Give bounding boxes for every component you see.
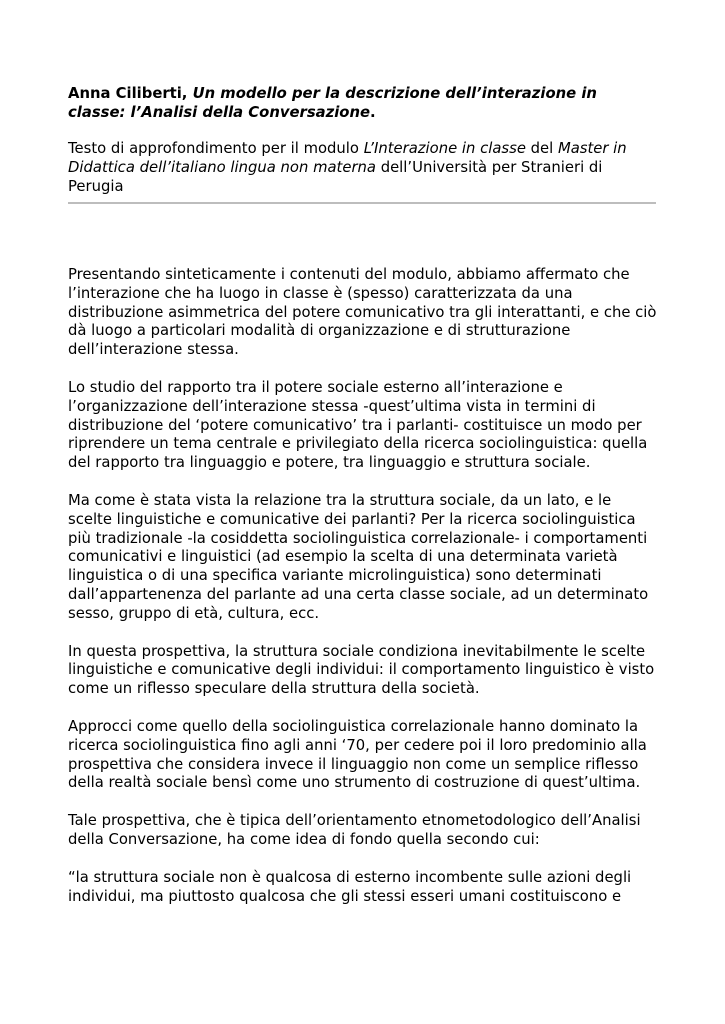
paragraph: Ma come è stata vista la relazione tra la struttura sociale, da un lato, e le scelte linguistiche e comunicative dei parlanti? Per la ricerca sociolinguistica più tradizionale -la cosiddetta sociolinguistica correlazionale- i comportamenti comunicativi e linguistici (ad esempio la scelta di una determinata varietà linguistica o di una specifica variante microlinguistica) sono determinati dall’appartenenza del parlante ad una certa classe sociale, ad un determinato sesso, gruppo di età, cultura, ecc. xyxy=(68,491,649,622)
paragraph: Lo studio del rapporto tra il potere sociale esterno all’interazione e l’organizzazione dell’interazione stessa -quest’ultima vista in termini di distribuzione del ‘potere comunicativo’ tra i parlanti- costituisce un modo per riprendere un tema centrale e privilegiato della ricerca sociolinguistica: quella del rapporto tra linguaggio e potere, tra linguaggio e struttura sociale. xyxy=(68,378,648,472)
paragraph: In questa prospettiva, la struttura sociale condiziona inevitabilmente le scelte linguistiche e comunicative degli individui: il comportamento linguistico è visto come un riflesso speculare della struttura della società. xyxy=(68,642,655,698)
document-subtitle xyxy=(68,139,658,196)
paragraph: Tale prospettiva, che è tipica dell’orientamento etnometodologico dell’Analisi della Conversazione, ha come idea di fondo quella secondo cui: xyxy=(68,812,641,848)
document-title xyxy=(68,84,658,122)
quote-paragraph: “la struttura sociale non è qualcosa di esterno incombente sulle azioni degli individui, ma piuttosto qualcosa che gli stessi esseri umani costituiscono e xyxy=(68,868,632,905)
work-title: Un modello per la descrizione dell’interazione in classe: l’Analisi della Conversazione xyxy=(68,85,597,121)
master-name: Master in Didattica dell’italiano lingua non materna xyxy=(68,140,627,176)
document-page xyxy=(68,84,658,925)
document-body xyxy=(68,266,658,906)
paragraph: Approcci come quello della sociolinguistica correlazionale hanno dominato la ricerca sociolinguistica fino agli anni ‘70, per cedere poi il loro predominio alla prospettiva che considera invece il linguaggio non come un semplice riflesso della realtà sociale bensì come uno strumento di costruzione di quest’ultima. xyxy=(68,717,647,792)
subtitle-text-2: del xyxy=(525,140,558,157)
subtitle-text-3: dell’Università per Stranieri di Perugia xyxy=(68,159,603,195)
title-period: . xyxy=(370,104,376,121)
paragraph: Presentando sinteticamente i contenuti del modulo, abbiamo affermato che l’interazione che ha luogo in classe è (spesso) caratterizzata da una distribuzione asimmetrica del potere comunicativo tra gli interattanti, e che ciò dà luogo a particolari modalità di organizzazione e di strutturazione dell’interazione stessa. xyxy=(68,266,657,359)
author-name: Anna Ciliberti, xyxy=(68,85,188,102)
subtitle-text-1: Testo di approfondimento per il modulo xyxy=(68,140,364,157)
horizontal-divider xyxy=(68,202,656,204)
module-name: L’Interazione in classe xyxy=(363,140,526,157)
